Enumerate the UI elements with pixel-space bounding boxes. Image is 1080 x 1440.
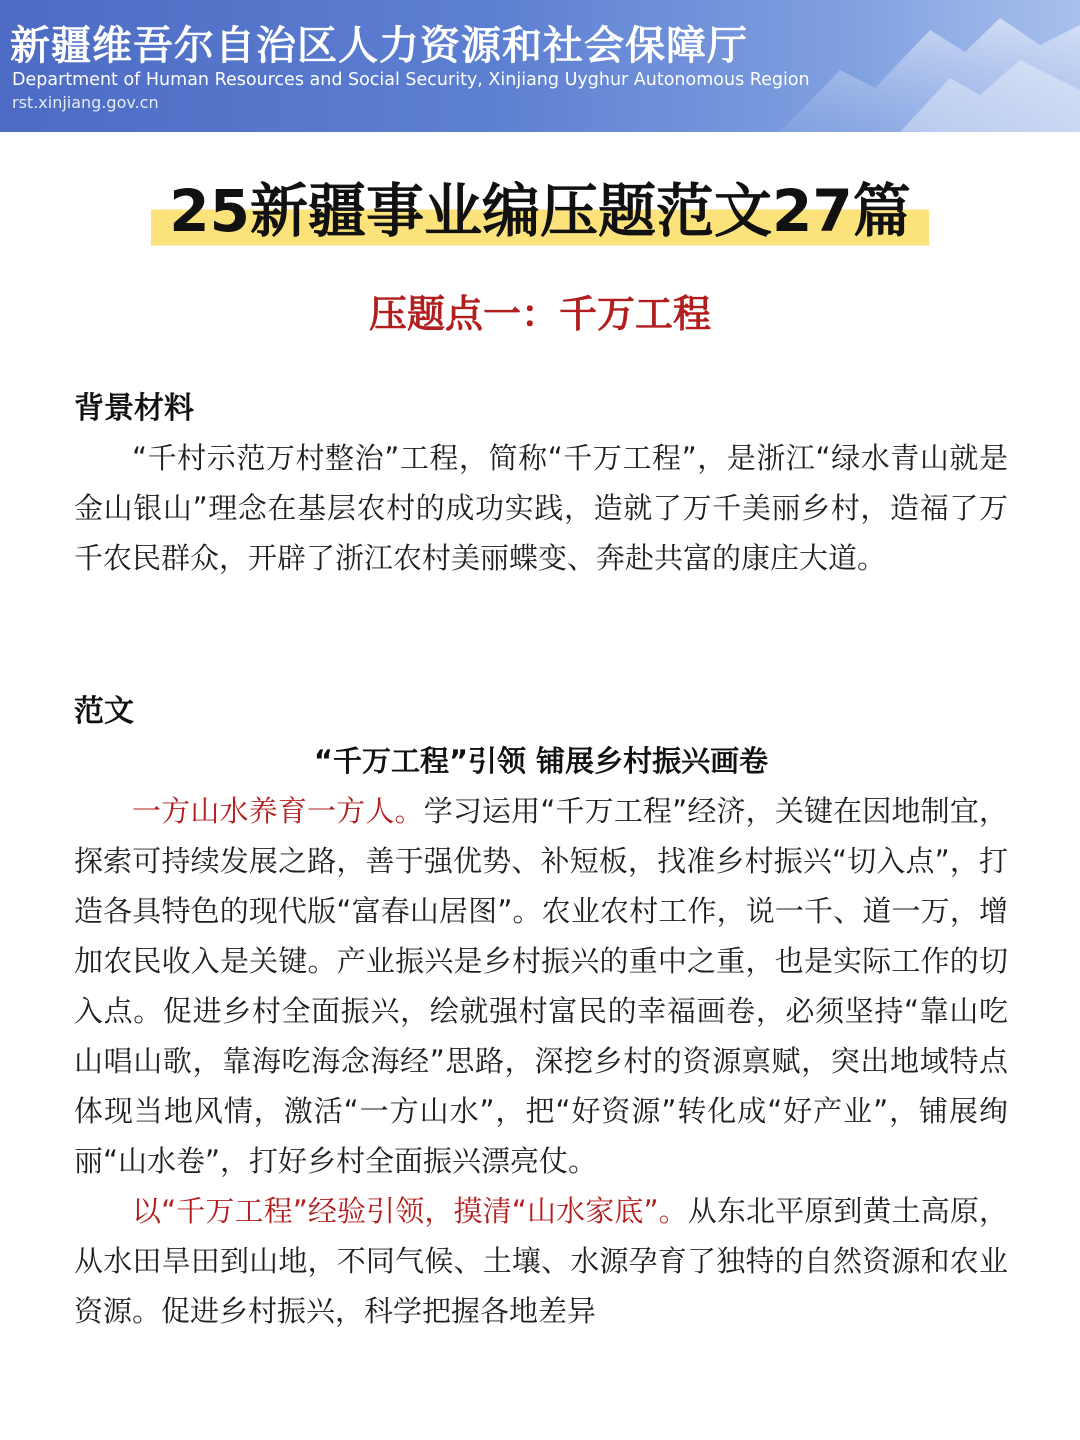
essay-section	[74, 686, 1008, 1336]
essay-paragraph-1	[74, 786, 1008, 1186]
background-label: 背景材料	[74, 391, 194, 426]
essay-label: 范文	[74, 694, 134, 729]
document-title: 25新疆事业编压题范文27篇	[151, 175, 928, 247]
paragraph-body: 学习运用“千万工程”经济，关键在因地制宜，探索可持续发展之路，善于强优势、补短板，找准乡村振兴“切入点”，打造各具特色的现代版“富春山居图”。农业农村工作，说一千、道一万，增加农民收入是关键。产业振兴是乡村振兴的重中之重，也是实际工作的切入点。促进乡村全面振兴，绘就强村富民的幸福画卷，必须坚持“靠山吃山唱山歌，靠海吃海念海经”思路，深挖乡村的资源禀赋，突出地域特点体现当地风情，激活“一方山水”，把“好资源”转化成“好产业”，铺展绚丽“山水卷”，打好乡村全面振兴漂亮仗。	[74, 794, 1008, 1178]
banner-english-title: Department of Human Resources and Social Security, Xinjiang Uyghur Autonomous Region	[12, 70, 810, 90]
document-title-wrapper	[0, 175, 1080, 247]
document-subtitle: 压题点一：千万工程	[368, 292, 711, 336]
mountain-decoration-icon	[780, 0, 1080, 132]
paragraph-lead: 一方山水养育一方人。	[132, 794, 424, 828]
essay-paragraph-2	[74, 1186, 1008, 1336]
banner-title: 新疆维吾尔自治区人力资源和社会保障厅	[10, 23, 748, 69]
paragraph-lead: 以“千万工程”经验引领，摸清“山水家底”。	[132, 1194, 688, 1228]
header-banner	[0, 0, 1080, 132]
background-text: “千村示范万村整治”工程，简称“千万工程”，是浙江“绿水青山就是金山银山”理念在基层农村的成功实践，造就了万千美丽乡村，造福了万千农民群众，开辟了浙江农村美丽蝶变、奔赴共富的康庄大道。	[74, 441, 1008, 575]
paragraph-body: 从东北平原到黄土高原，从水田旱田到山地，不同气候、土壤、水源孕育了独特的自然资源和农业资源。促进乡村振兴，科学把握各地差异	[74, 1194, 1008, 1328]
background-section	[74, 383, 1008, 583]
essay-title: “千万工程”引领 铺展乡村振兴画卷	[313, 744, 769, 778]
banner-url: rst.xinjiang.gov.cn	[12, 93, 159, 112]
